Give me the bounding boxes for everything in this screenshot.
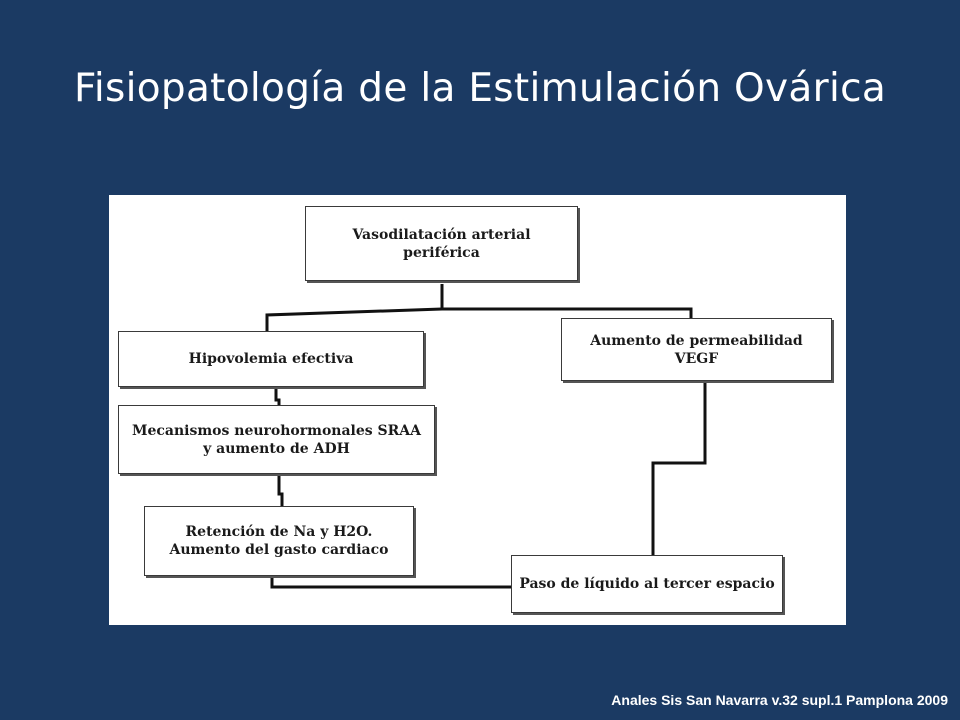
node-neurohormonal-line2: y aumento de ADH — [203, 440, 350, 457]
edge-retention-thirdspace — [272, 577, 512, 587]
slide-title: Fisiopatología de la Estimulación Ovárica — [73, 66, 887, 111]
node-hypovolemia-line1: Hipovolemia efectiva — [188, 351, 354, 367]
node-permeability-line1: Aumento de permeabilidad — [590, 332, 803, 349]
node-hypovolemia — [118, 331, 424, 387]
node-retention-line2: Aumento del gasto cardiaco — [169, 542, 389, 558]
flowchart-figure — [109, 195, 846, 625]
node-vasodilatation-line2: periférica — [403, 244, 480, 261]
node-vasodilatation-line1: Vasodilatación arterial — [352, 226, 531, 243]
edge-to-hypovolemia — [267, 309, 442, 332]
node-neurohormonal-line1: Mecanismos neurohormonales SRAA — [131, 422, 421, 439]
edge-neurohormonal-retention — [279, 475, 282, 507]
citation: Anales Sis San Navarra v.32 supl.1 Pamplona 2009 — [611, 692, 948, 708]
edge-permeability-thirdspace — [653, 382, 705, 555]
node-retention-line1: Retención de Na y H2O. — [185, 524, 373, 540]
node-retention — [144, 506, 414, 576]
node-vasodilatation — [305, 206, 578, 281]
node-neurohormonal — [118, 405, 435, 474]
node-permeability — [561, 318, 832, 381]
node-third-space — [511, 555, 783, 613]
node-third-space-line1: Paso de líquido al tercer espacio — [519, 576, 775, 592]
edge-hypovolemia-neurohormonal — [276, 388, 279, 406]
node-permeability-line2: VEGF — [674, 350, 719, 367]
